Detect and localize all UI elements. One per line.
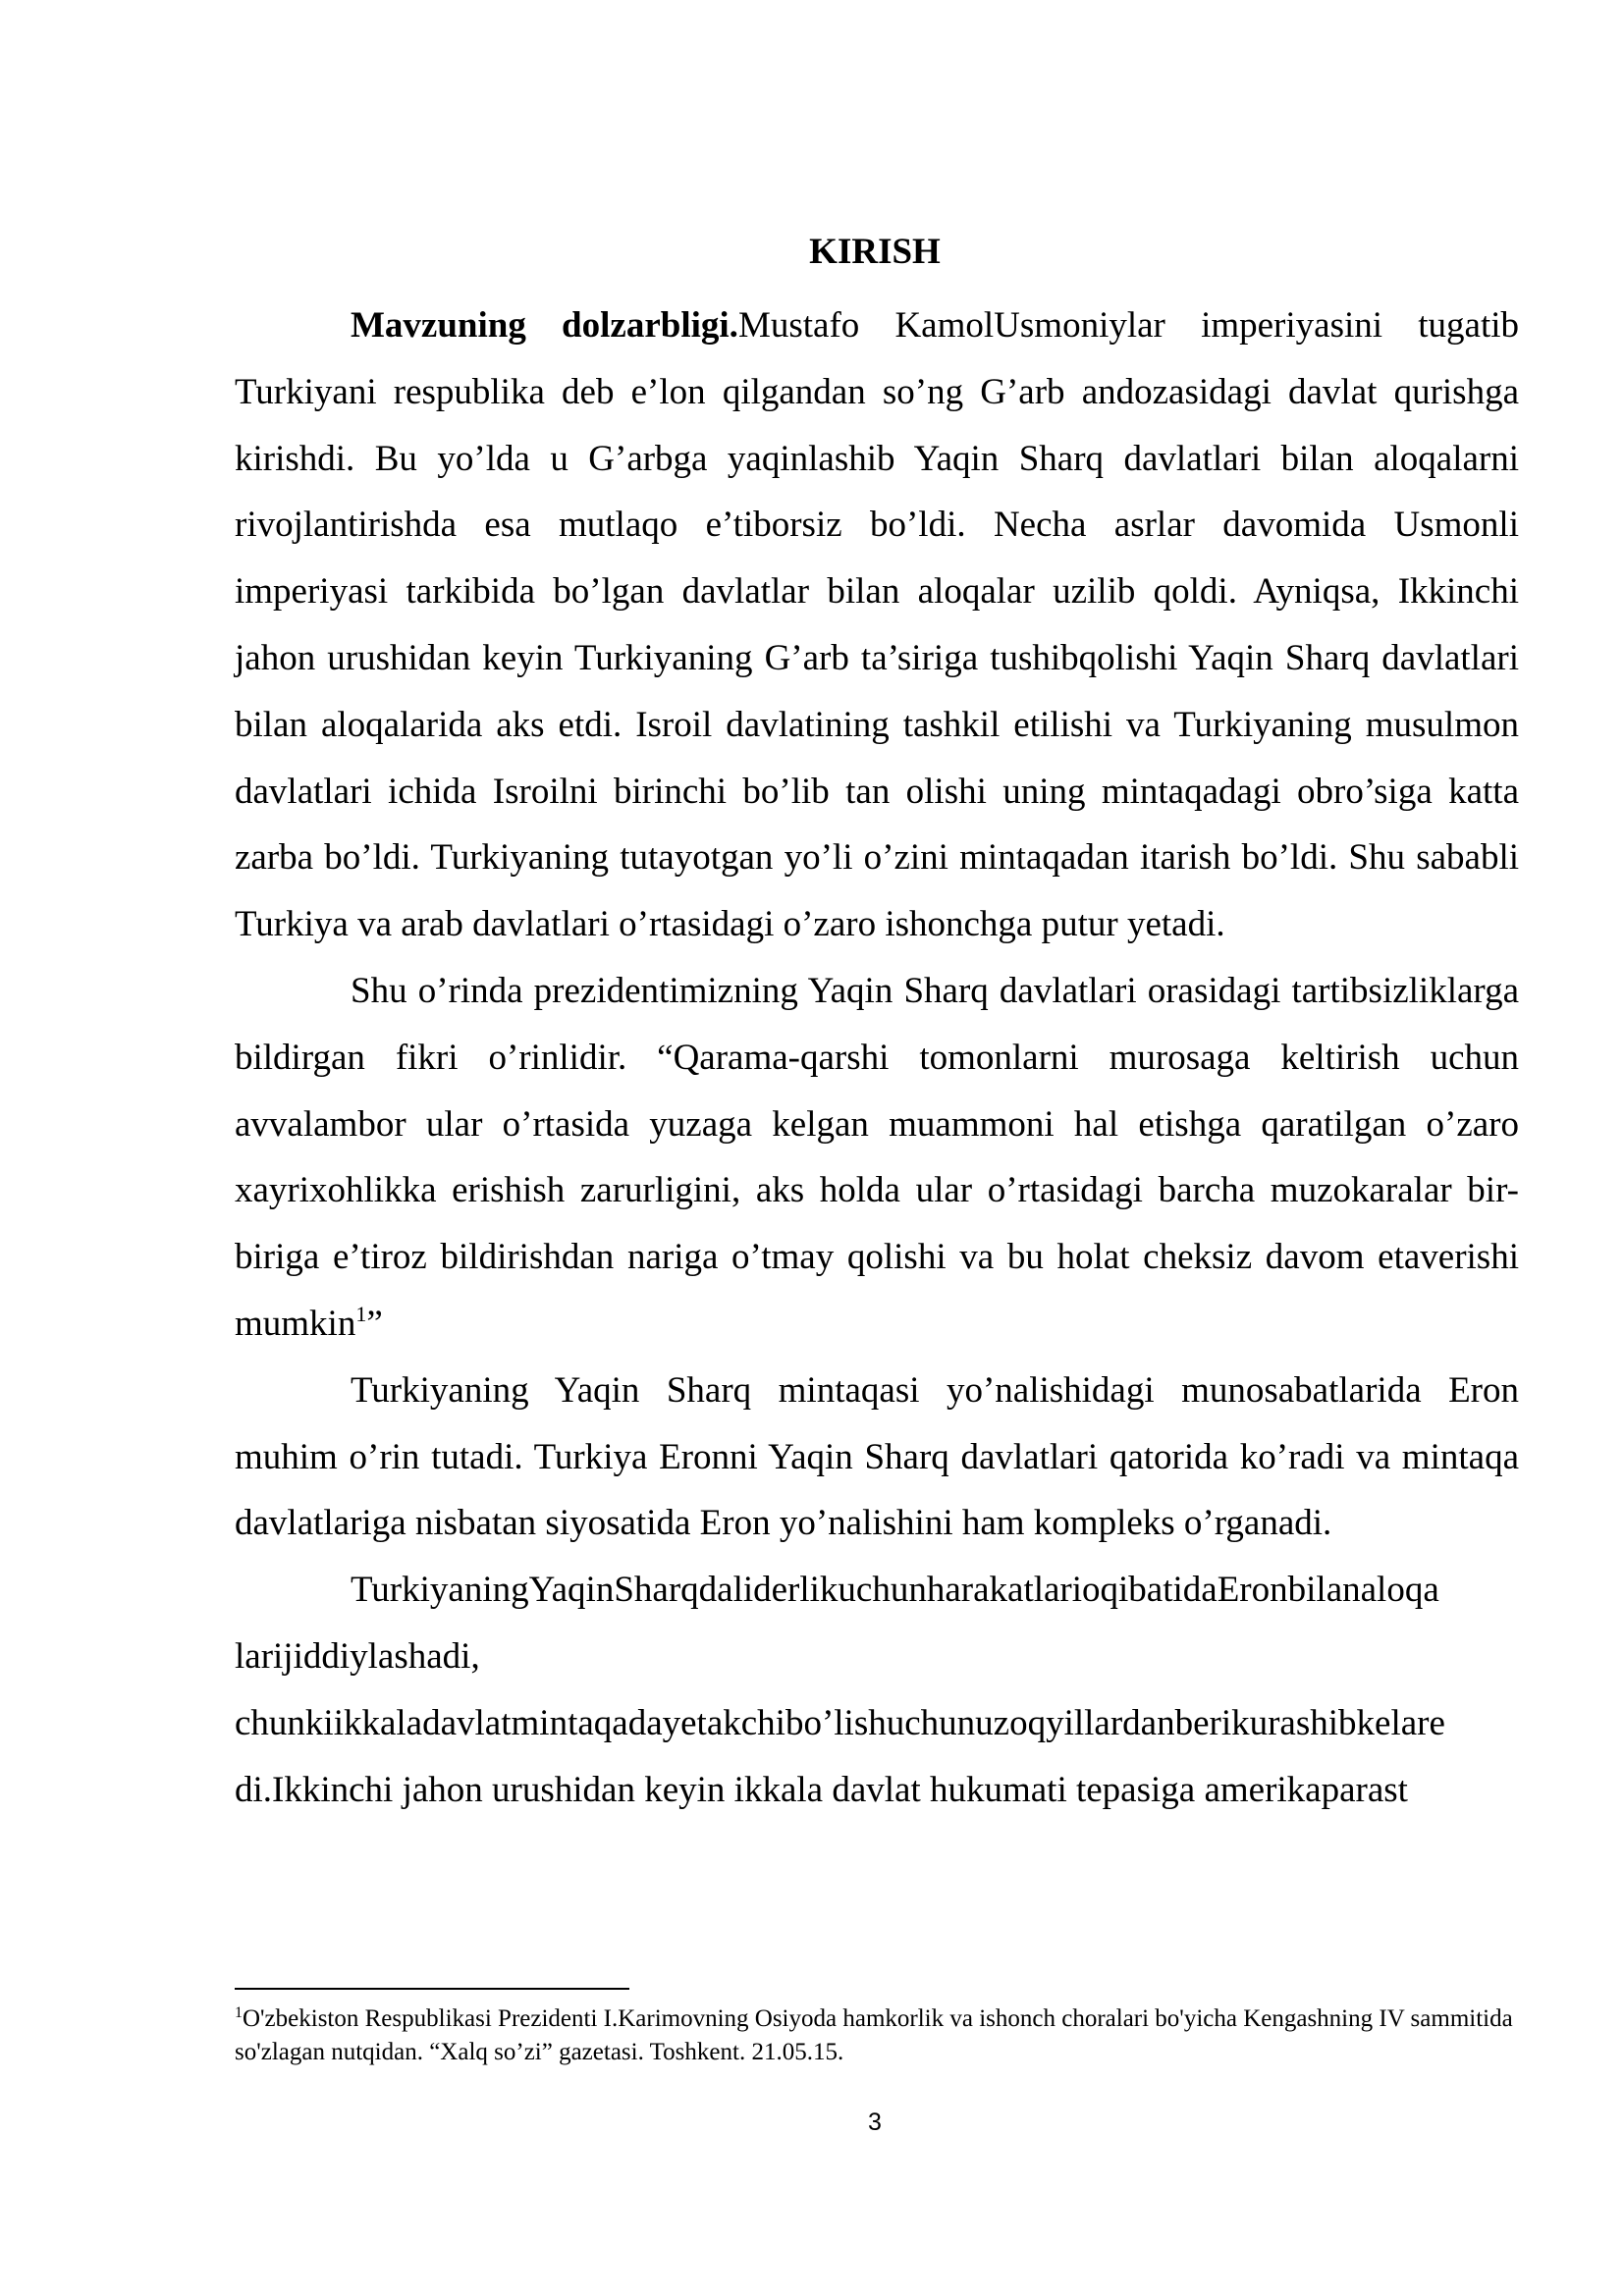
footnote-marker: 1: [235, 2004, 243, 2021]
footnote-text: O'zbekiston Respublikasi Prezidenti I.Karimovning Osiyoda hamkorlik va ishonch choralari bo'yicha Kengashning IV sammitida so'zlagan nutqidan. “Xalq so’zi” gazetasi. Toshkent. 21.05.15.: [235, 2005, 1513, 2065]
paragraph-iran: [235, 1358, 1519, 1557]
paragraph-line: larijiddiylashadi,: [235, 1635, 480, 1677]
paragraph-relevance: [235, 293, 1519, 958]
paragraph-text: Turkiyaning Yaqin Sharq mintaqasi yo’nalishidagi munosabatlarida Eron muhim o’rin tutadi. Turkiya Eronni Yaqin Sharq davlatlari qatorida ko’radi va mintaqa davlatlariga nisbatan siyosatida Eron yo’nalishini ham kompleks o’rganadi.: [235, 1369, 1519, 1544]
paragraph-text: Mustafo KamolUsmoniylar imperiyasini tugatib Turkiyani respublika deb e’lon qilgandan so’ng G’arb andozasidagi davlat qurishga kirishdi. Bu yo’lda u G’arbga yaqinlashib Yaqin Sharq davlatlari bilan aloqalarni rivojlantirishda esa mutlaqo e’tiborsiz bo’ldi. Necha asrlar davomida Usmonli imperiyasi tarkibida bo’lgan davlatlar bilan aloqalar uzilib qoldi. Ayniqsa, Ikkinchi jahon urushidan keyin Turkiyaning G’arb ta’siriga tushibqolishi Yaqin Sharq davlatlari bilan aloqalarida aks etdi. Isroil davlatining tashkil etilishi va Turkiyaning musulmon davlatlari ichida Isroilni birinchi bo’lib tan olishi uning mintaqadagi obro’siga katta zarba bo’ldi. Turkiyaning tutayotgan yo’li o’zini mintaqadan itarish bo’ldi. Shu sababli Turkiya va arab davlatlari o’rtasidagi o’zaro ishonchga putur yetadi.: [235, 305, 1519, 945]
paragraph-line: TurkiyaningYaqinSharqdaliderlikuchunharakatlarioqibatidaEronbilanaloqa: [351, 1570, 1439, 1611]
footnote: [235, 2002, 1521, 2069]
section-heading: KIRISH: [809, 232, 941, 272]
paragraph-lead: Mavzuning dolzarbligi.: [351, 305, 738, 346]
paragraph-line: di.Ikkinchi jahon urushidan keyin ikkala davlat hukumati tepasiga amerikaparast: [235, 1769, 1408, 1810]
paragraph-leadership: [235, 1557, 1519, 1823]
body-text: [235, 293, 1519, 1823]
paragraph-text: Shu o’rinda prezidentimizning Yaqin Sharq davlatlari orasidagi tartibsizliklarga bildirgan fikri o’rinlidir. “Qarama-qarshi tomonlarni murosaga keltirish uchun avvalambor ular o’rtasida yuzaga kelgan muammoni hal etishga qaratilgan o’zaro xayrixohlikka erishish zarurligini, aks holda ular o’rtasidagi barcha muzokaralar bir-biriga e’tiroz bildirishdan nariga o’tmay qolishi va bu holat cheksiz davom etaverishi mumkin: [235, 970, 1519, 1344]
paragraph-line: chunkiikkaladavlatmintaqadayetakchibo’lishuchunuzoqyillardanberikurashibkelare: [235, 1702, 1445, 1743]
paragraph-quote: [235, 958, 1519, 1358]
footnote-reference[interactable]: 1: [355, 1301, 367, 1326]
page-number: 3: [868, 2109, 882, 2136]
footnote-separator: [235, 1988, 629, 1990]
closing-quote: ”: [366, 1303, 383, 1344]
